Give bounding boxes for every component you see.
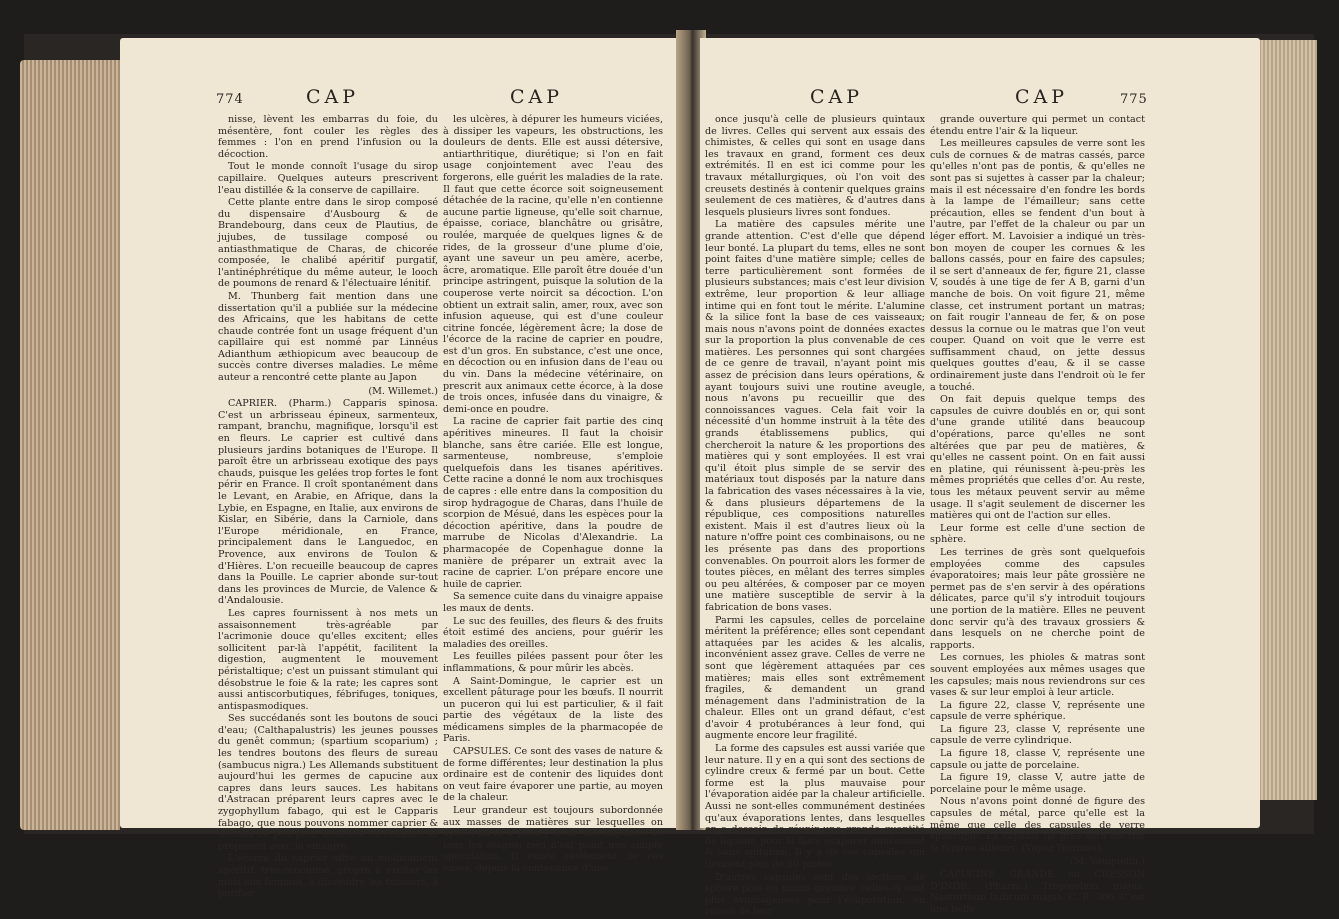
paragraph: Sa semence cuite dans du vinaigre appaise les maux de dents. [443, 591, 663, 614]
paragraph: La racine de caprier fait partie des cinq apéritives mineures. Il faut la choisir blanche, sans être cariée. Elle est longue, sarmenteuse, nombreuse, s'emploie quelquefois dans les tisanes apéritives. Cette racine a donné le nom aux trochisques de capres : elle entre dans la composition du sirop hydragogue de Charas, dans l'huile de scorpion de Mésué, dans les espèces pour la décoction apéritive, dans la poudre de marrube de Nicolas d'Alexandrie. La pharmacopée de Copenhague donne la manière de préparer un extrait avec la racine de caprier. L'on prépare encore une huile de caprier. [443, 416, 663, 590]
running-head: CAP [510, 86, 564, 108]
text-column-1 [218, 114, 438, 901]
paragraph: M. Thunberg fait mention dans une dissertation qu'il a publiée sur la médecine des Africains, que les habitans de cette chaude contrée font un usage fréquent d'un capillaire qui est nommé par Linnéus Adianthum æthiopicum avec beaucoup de succès contre diverses maladies. Le même auteur a rencontré cette plante au Japon [218, 290, 438, 384]
paragraph: Ses succédanés sont les boutons de souci d'eau; (Calthapalustris) les jeunes pousses du genêt commun; (spartium scoparium) ; les tendres boutons des fleurs de sureau (sambucus nigra.) Les Allemands substituent aujourd'hui les germes de capucine aux capres dans leurs sauces. Les habitans d'Astracan préparent leurs capres avec le zygophyllum fabago, qui est le Capparis fabago, que nous pouvons nommer caprier & feuilles de pourpier. Tous ces succédanés se préparent avec le vinaigre. [218, 713, 438, 852]
running-head: CAP [306, 86, 360, 108]
paragraph: Leur forme est celle d'une section de sphère. [930, 522, 1145, 546]
paragraph: On fait depuis quelque temps des capsules de cuivre doublés en or, qui sont d'une grande utilité dans beaucoup d'opérations, parce qu'elles ne sont altérées que par peu de matières, & qu'elles ne cassent point. On en fait aussi en platine, qui réunissent à-peu-près les mêmes propriétés que celles d'or. Au reste, tous les métaux peuvent servir au même usage. Il s'agit seulement de discerner les matières qui ont de l'action sur elles. [930, 394, 1145, 522]
page-number: 774 [216, 92, 244, 107]
author-signature: (M. Vauquelin.) [1070, 856, 1145, 868]
paragraph: La forme des capsules est aussi variée que leur nature. Il y en a qui sont des sections de cylindre creux & fermé par un bout. Cette forme est la plus mauvaise pour l'évaporation aidée par la chaleur artificielle. Aussi ne sont-elles communément destinées qu'aux évaporations lentes, dans lesquelles on a dessein de réunir une grande quantité de liqueur, pour la faire évaporer doucement & sans agitation. Il y a de ces capsules qui tiennent plus de 50 pintes. [705, 743, 925, 870]
paragraph: L'écorce du caprier offre un médicament apéritif, très-renommé, propre à exciter les mois aux femmes, à dissoudre les tumeurs, à purifier [218, 853, 438, 900]
paragraph: Les capres fournissent à nos mets un assaisonnement très-agréable par l'acrimonie douce qu'elles excitent; elles sollicitent par-là l'appétit, facilitent la digestion, augmentent le mouvement péristaltique; c'est un puissant stimulant qui désobstrue le foie & la rate; les capres sont aussi antiscorbutiques, fébrifuges, toniques, antispasmodiques. [218, 607, 438, 712]
paragraph: La matière des capsules mérite une grande attention. C'est d'elle que dépend leur bonté. La plupart du tems, elles ne sont point faites d'une matière simple; celles de terre particulièrement sont formées de plusieurs substances; mais c'est leur division extrême, leur proportion & leur alliage intime qui en font tout le mérite. L'alumine & la silice font la base de ces vaisseaux; mais nous n'avons point de données exactes sur la proportion la plus convenable de ces matières. Les personnes qui sont chargées de ce genre de travail, n'ayant point mis assez de précision dans leurs opérations, & ayant toujours suivi une routine aveugle, nous n'avons pu recueillir que des connoissances vagues. Cela fait voir la nécessité d'un homme instruit à la tête des grands établissemens publics, qui chercheroit la nature & les proportions des matières qui y sont employées. Il est vrai qu'il étoit plus simple de se servir des matériaux tout disposés par la nature dans la fabrication des vases nécessaires à la vie, & dans plusieurs départemens de la république, ces compositions naturelles existent. Mais il est d'autres lieux où la nature n'offre point ces combinaisons, ou ne les présente pas dans des proportions convenables. On pourroit alors les former de toutes pièces, en mêlant des terres simples ou peu altérées, & composer par ce moyen une matière susceptible de servir à la fabrication de bons vases. [705, 219, 925, 613]
running-head: CAP [810, 86, 864, 108]
paragraph: CAPSULES. Ce sont des vases de nature & de forme différentes; leur destination la plus ordinaire est de contenir des liquides dont on veut faire évaporer une partie, au moyen de la chaleur. [443, 746, 663, 804]
paragraph: Les meilleures capsules de verre sont les culs de cornues & de matras cassés, parce qu'elles n'ont pas de pontis, & qu'elles ne sont pas si sujettes à casser par la chaleur; mais il est nécessaire d'en fondre les bords à la lampe de l'émailleur; sans cette précaution, elles se fendent d'un bout à l'autre, par l'effet de la chaleur ou par un léger effort. M. Lavoisier a indiqué un très-bon moyen de couper les cornues & les ballons cassés, pour en faire des capsules; il se sert d'anneaux de fer, figure 21, classe V, soudés à une tige de fer A B, garni d'un manche de bois. On voit figure 21, même classe, cet instrument portant un matras; on fait rougir l'anneau de fer, & on pose dessus la cornue ou le matras que l'on veut couper. Quand on voit que le verre est suffisamment chaud, on jette dessus quelques gouttes d'eau, & il se casse ordinairement juste dans l'endroit où le fer a touché. [930, 138, 1145, 393]
author-signature: (M. Willemet.) [368, 385, 438, 397]
left-page [120, 38, 680, 900]
running-head: CAP [1015, 86, 1069, 108]
paragraph: Les feuilles pilées passent pour ôter les inflammations, & pour mûrir les abcès. [443, 651, 663, 674]
right-page [700, 38, 1260, 918]
paragraph: La figure 18, classe V, représente une capsule ou jatte de porcelaine. [930, 748, 1145, 771]
text-column-2 [930, 114, 1145, 916]
page-number: 775 [1120, 92, 1148, 107]
text-column-2 [443, 114, 663, 876]
paragraph: D'autres capsules sont des sections de sphère plus ou moins grandes: celles-ci sont plus avantageuses pour l'évaporation, en raison de leur [705, 871, 925, 918]
paragraph: CAPUCINE GRANDE ou CRESSON D'INDE. (Pharm.) Tropæolum majus. Nasturtium Indicum majus. C. B. 306. C'est une belle [930, 869, 1145, 915]
paragraph: Cette plante entre dans le sirop composé du dispensaire d'Ausbourg & de Brandebourg, dans ceux de Plautius, de jujubes, de tussilage composé ou antiasthmatique de Charas, de chicorée composée, le chalibé apéritif purgatif, l'antinéphrétique du même auteur, le looch de poumons de renard & l'électuaire lénitif. [218, 197, 438, 290]
paragraph: A Saint-Domingue, le caprier est un excellent pâturage pour les bœufs. Il nourrit un puceron qui lui est particulier, & il fait partie des végétaux de la liste des médicamens simples de la pharmacopée de Paris. [443, 675, 663, 745]
paragraph: Tout le monde connoît l'usage du sirop capillaire. Quelques auteurs prescrivent l'eau distillée & la conserve de capillaire. [218, 161, 438, 196]
paragraph: nisse, lèvent les embarras du foie, du mésentère, font couler les règles des femmes : l'on en prend l'infusion ou la décoction. [218, 114, 438, 160]
text-column-1 [705, 114, 925, 919]
paragraph: Les cornues, les phioles & matras sont souvent employées aux mêmes usages que les capsules; mais nous reviendrons sur ces vases & sur leur emploi à leur article. [930, 652, 1145, 699]
right-page-edges [1257, 40, 1317, 800]
paragraph: Les terrines de grès sont quelquefois employées comme des capsules évaporatoires; mais leur pâte grossière ne permet pas de s'en servir à des opérations délicates, parce qu'il s'y introduit toujours une portion de la matière. Elles ne peuvent donc servir qu'à des travaux grossiers & dans lesquels on ne cherche point de rapports. [930, 546, 1145, 651]
left-page-header [120, 86, 680, 112]
paragraph: La figure 19, classe V, autre jatte de porcelaine pour le même usage. [930, 772, 1145, 795]
paragraph: Le suc des feuilles, des fleurs & des fruits étoit estimé des anciens, pour guérir les maladies des oreilles. [443, 615, 663, 650]
paragraph: Leur grandeur est toujours subordonnée aux masses de matières sur lesquelles on opère; de-là il peut y avoir des capsules de tous les étages; ceci n'est point une simple spéculation. Il existe réellement de ces vases, depuis la contenance d'une [443, 805, 663, 874]
paragraph: CAPRIER. (Pharm.) Capparis spinosa. C'est un arbrisseau épineux, sarmenteux, rampant, branchu, magnifique, lorsqu'il est en fleurs. Le caprier est cultivé dans plusieurs jardins botaniques de l'Europe. Il paroît être un arbrisseau exotique des pays chauds, puisque les gelées trop fortes le font périr en France. Il croît spontanément dans le Levant, en Arabie, en Afrique, dans la Lybie, en Espagne, en Italie, aux environs de Kislar, en Sibérie, dans la Carniole, dans l'Europe méridionale, en France, principalement dans le Languedoc, en Provence, aux environs de Toulon & d'Hières. L'on recueille beaucoup de capres dans la Pouille. Le caprier abonde sur-tout dans les provinces de Murcie, de Valence & d'Andalousie. [218, 398, 438, 607]
left-page-edges [20, 60, 120, 830]
paragraph: La figure 23, classe V, représente une capsule de verre cylindrique. [930, 723, 1145, 747]
paragraph: La figure 22, classe V, représente une capsule de verre sphérique. [930, 699, 1145, 723]
paragraph: once jusqu'à celle de plusieurs quintaux de livres. Celles qui servent aux essais des chimistes, & celles qui sont en usage dans les travaux en grand, forment ces deux extrémités. Il en est ici comme pour les travaux métallurgiques, où l'on voit des creusets destinés à contenir quelques grains seulement de ces matières, & d'autres dans lesquels plusieurs livres sont fondues. [705, 114, 925, 218]
paragraph: Nous n'avons point donné de figure des capsules de métal, parce qu'elle est la même que celle des capsules de verre sphérique. La capsule de grès sera décrite & figurée ailleurs. (Voyez Terrines). [930, 796, 1145, 854]
paragraph: grande ouverture qui permet un contact étendu entre l'air & la liqueur. [930, 114, 1145, 137]
paragraph: les ulcères, à dépurer les humeurs viciées, à dissiper les vapeurs, les obstructions, les douleurs de dents. Elle est aussi détersive, antiarthritique, diurétique; si l'on en fait usage conjointement avec l'eau des forgerons, elle guérit les maladies de la rate. Il faut que cette écorce soit soigneusement détachée de la racine, qu'elle n'en contienne aucune partie ligneuse, qu'elle soit charnue, épaisse, coriace, blanchâtre ou grisâtre, roulée, marquée de quelques lignes & de rides, de la grosseur d'une plume d'oie, ayant une saveur un peu amère, acerbe, âcre, aromatique. Elle paroît être douée d'un principe astringent, puisque la solution de la couperose verte noircit sa décoction. L'on obtient un extrait salin, amer, roux, avec son infusion aqueuse, qui est d'une couleur citrine foncée, légèrement âcre; la dose de l'écorce de la racine de caprier en poudre, est d'un gros. En substance, c'est une once, en décoction ou en infusion dans de l'eau ou du vin. Dans la médecine vétérinaire, on prescrit aux animaux cette écorce, à la dose de trois onces, infusée dans du vinaigre, & demi-once en poudre. [443, 114, 663, 415]
paragraph: Parmi les capsules, celles de porcelaine méritent la préférence; elles sont cependant attaquées par les acides & les alcalis, inconvénient assez grave. Celles de verre ne sont que légèrement attaquées par ces matières; mais elles sont extrêmement fragiles, & demandent un grand ménagement dans l'administration de la chaleur. Elles ont un grand défaut, c'est d'avoir 4 protubérances à leur fond, qui augmente encore leur fragilité. [705, 614, 925, 742]
right-page-header [700, 86, 1260, 112]
